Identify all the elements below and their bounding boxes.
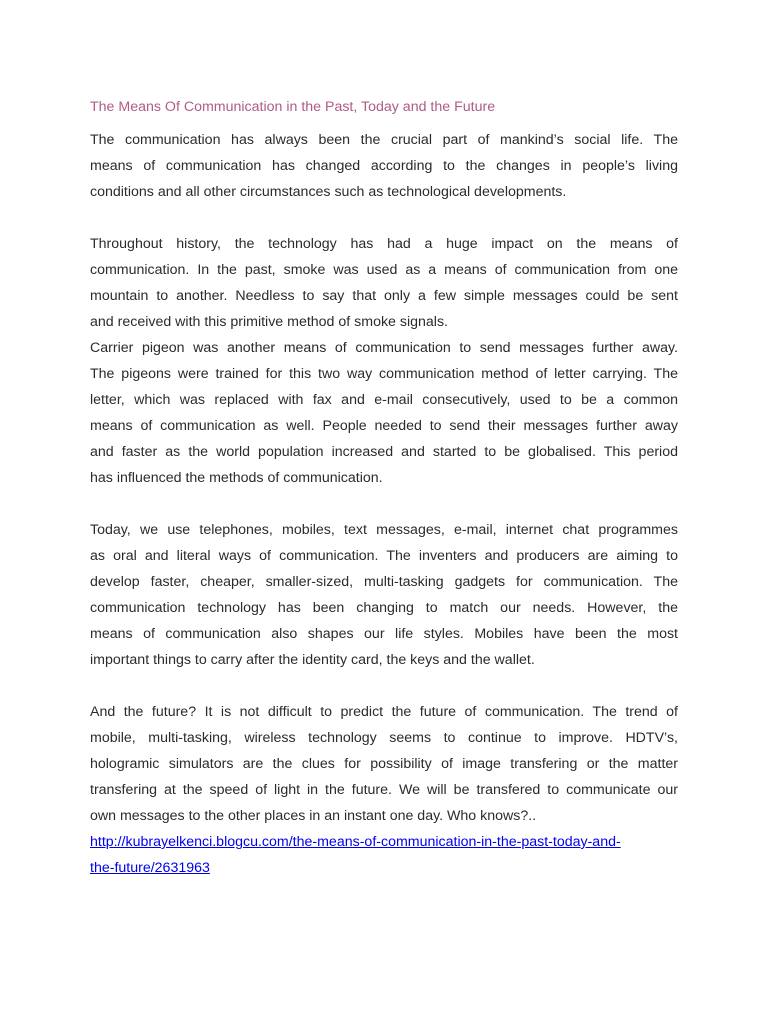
text-line: own messages to the other places in an instant one day. Who knows?.. bbox=[90, 808, 537, 824]
paragraph-today bbox=[90, 517, 678, 673]
text-line: Today, we use telephones, mobiles, text messages, e-mail, internet chat programmes bbox=[90, 522, 678, 538]
paragraph-future bbox=[90, 699, 678, 829]
paragraph-gap bbox=[90, 491, 678, 517]
text-line: means of communication also shapes our life styles. Mobiles have been the most bbox=[90, 626, 678, 642]
text-line: transfering at the speed of light in the future. We will be transfered to communicate our bbox=[90, 782, 678, 798]
text-line: communication technology has been changing to match our needs. However, the bbox=[90, 600, 678, 616]
text-line: develop faster, cheaper, smaller-sized, multi-tasking gadgets for communication. The bbox=[90, 574, 678, 590]
paragraph-pigeon bbox=[90, 335, 678, 491]
text-line: hologramic simulators are the clues for possibility of image transfering or the matter bbox=[90, 756, 678, 772]
text-line: letter, which was replaced with fax and e-mail consecutively, used to be a common bbox=[90, 392, 678, 408]
text-line: and received with this primitive method of smoke signals. bbox=[90, 314, 448, 330]
paragraph-gap bbox=[90, 205, 678, 231]
paragraph-intro bbox=[90, 127, 678, 205]
paragraph-gap bbox=[90, 673, 678, 699]
text-line: communication. In the past, smoke was used as a means of communication from one bbox=[90, 262, 678, 278]
text-line: mountain to another. Needless to say that only a few simple messages could be sent bbox=[90, 288, 678, 304]
text-line: has influenced the methods of communication. bbox=[90, 470, 383, 486]
text-line: And the future? It is not difficult to predict the future of communication. The trend of bbox=[90, 704, 678, 720]
paragraph-history bbox=[90, 231, 678, 335]
document-title: The Means Of Communication in the Past, Today and the Future bbox=[90, 99, 496, 115]
text-line: conditions and all other circumstances such as technological developments. bbox=[90, 184, 567, 200]
text-line: as oral and literal ways of communication. The inventers and producers are aiming to bbox=[90, 548, 678, 564]
text-line: important things to carry after the identity card, the keys and the wallet. bbox=[90, 652, 535, 668]
text-line: means of communication as well. People needed to send their messages further away bbox=[90, 418, 678, 434]
source-link[interactable]: http://kubrayelkenci.blogcu.com/the-means-of-communication-in-the-past-today-and- bbox=[90, 834, 621, 850]
source-link-continued[interactable]: the-future/2631963 bbox=[90, 860, 210, 876]
text-line: Carrier pigeon was another means of communication to send messages further away. bbox=[90, 340, 678, 356]
text-line: and faster as the world population increased and started to be globalised. This period bbox=[90, 444, 678, 460]
text-line: The pigeons were trained for this two way communication method of letter carrying. The bbox=[90, 366, 678, 382]
text-line: means of communication has changed according to the changes in people’s living bbox=[90, 158, 678, 174]
text-line: The communication has always been the crucial part of mankind’s social life. The bbox=[90, 132, 678, 148]
text-line: mobile, multi-tasking, wireless technology seems to continue to improve. HDTV’s, bbox=[90, 730, 678, 746]
text-line: Throughout history, the technology has had a huge impact on the means of bbox=[90, 236, 678, 252]
